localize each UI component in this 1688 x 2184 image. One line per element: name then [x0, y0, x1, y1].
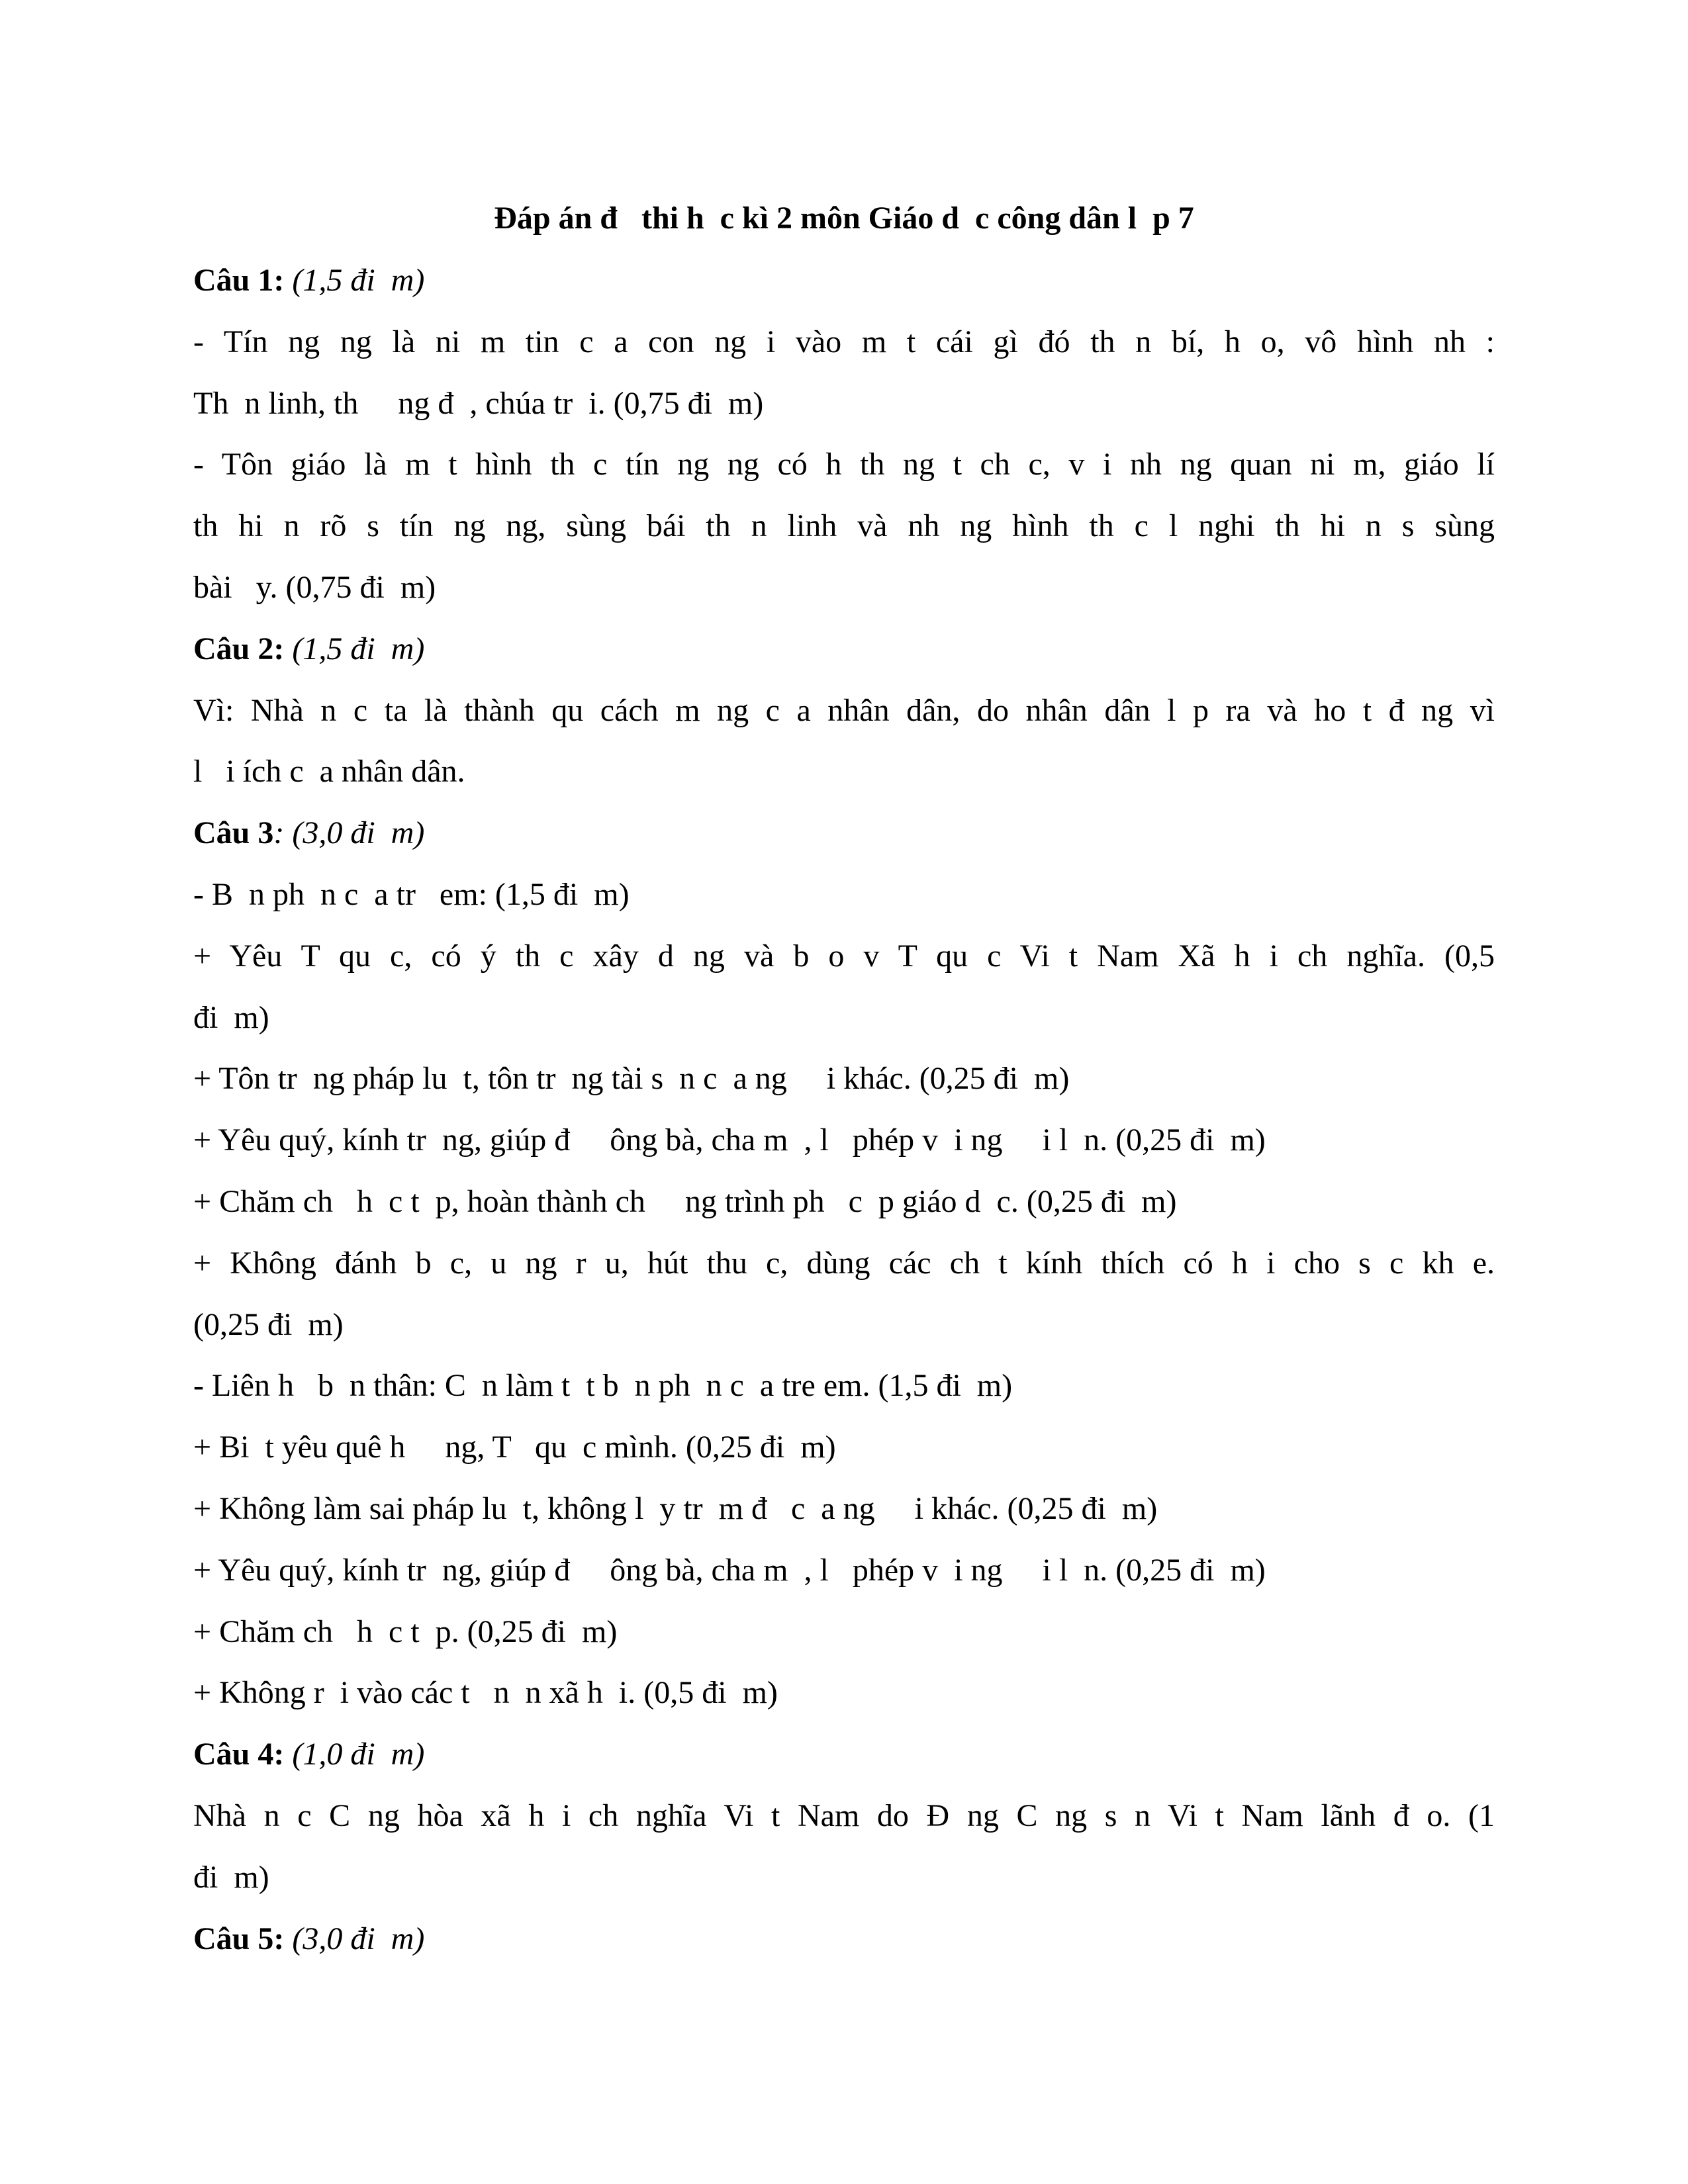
- text-line: bài y. (0,75 đi m): [193, 569, 436, 605]
- question-score: : (3,0 đi m): [273, 815, 425, 851]
- text-line: - B n ph n c a tr em: (1,5 đi m): [193, 876, 630, 912]
- page-title: Đáp án đ thi h c kì 2 môn Giáo d c công dân l p 7: [494, 201, 1194, 236]
- text-line: + Tôn tr ng pháp lu t, tôn tr ng tài s n c a ng i khác. (0,25 đi m): [193, 1061, 1070, 1097]
- text-line: + Yêu T qu c, có ý th c xây d ng và b o v T qu c Vi t Nam Xã h i ch nghĩa. (0,5: [193, 938, 1495, 974]
- text-line: đi m): [193, 999, 269, 1035]
- question-heading: [193, 803, 1495, 864]
- question-label: Câu 4:: [193, 1737, 285, 1772]
- text-line: (0,25 đi m): [193, 1306, 344, 1342]
- question-score: (1,5 đi m): [284, 631, 425, 666]
- question-label: Câu 5:: [193, 1921, 285, 1956]
- text-line: + Chăm ch h c t p. (0,25 đi m): [193, 1614, 618, 1649]
- text-line: + Không làm sai pháp lu t, không l y tr m đ c a ng i khác. (0,25 đi m): [193, 1490, 1158, 1526]
- question-heading: [193, 1724, 1495, 1786]
- text-line: + Yêu quý, kính tr ng, giúp đ ông bà, cha m , l phép v i ng i l n. (0,25 đi m): [193, 1552, 1266, 1588]
- question-score: (3,0 đi m): [284, 1921, 425, 1956]
- text-line: - Tôn giáo là m t hình th c tín ng ng có h th ng t ch c, v i nh ng quan ni m, giáo lí: [193, 447, 1495, 482]
- document-body: [193, 250, 1495, 1970]
- text-line: + Chăm ch h c t p, hoàn thành ch ng trình ph c p giáo d c. (0,25 đi m): [193, 1183, 1177, 1219]
- question-label: Câu 2:: [193, 631, 285, 666]
- text-line: Vì: Nhà n c ta là thành qu cách m ng c a nhân dân, do nhân dân l p ra và ho t đ ng vì: [193, 692, 1495, 728]
- text-line: - Liên h b n thân: C n làm t t b n ph n c a tre em. (1,5 đi m): [193, 1368, 1013, 1404]
- text-line: - Tín ng ng là ni m tin c a con ng i vào m t cái gì đó th n bí, h o, vô hình nh :: [193, 324, 1495, 359]
- text-line: + Bi t yêu quê h ng, T qu c mình. (0,25 đi m): [193, 1430, 836, 1465]
- question-heading: [193, 619, 1495, 680]
- question-score: (1,5 đi m): [284, 263, 425, 298]
- text-line: Nhà n c C ng hòa xã h i ch nghĩa Vi t Nam do Đ ng C ng s n Vi t Nam lãnh đ o. (1: [193, 1797, 1495, 1833]
- text-line: + Không đánh b c, u ng r u, hút thu c, dùng các ch t kính thích có h i cho s c kh e.: [193, 1245, 1495, 1281]
- question-heading: [193, 1909, 1495, 1970]
- text-line: đi m): [193, 1859, 269, 1895]
- text-line: l i ích c a nhân dân.: [193, 754, 465, 790]
- question-label: Câu 1:: [193, 263, 285, 298]
- question-score: (1,0 đi m): [284, 1737, 425, 1772]
- text-line: + Yêu quý, kính tr ng, giúp đ ông bà, cha m , l phép v i ng i l n. (0,25 đi m): [193, 1122, 1266, 1158]
- question-heading: [193, 250, 1495, 312]
- question-label: Câu 3: [193, 815, 274, 851]
- text-line: Th n linh, th ng đ , chúa tr i. (0,75 đi m): [193, 385, 764, 421]
- text-line: th hi n rõ s tín ng ng, sùng bái th n linh và nh ng hình th c l nghi th hi n s sùng: [193, 508, 1495, 544]
- text-line: + Không r i vào các t n n xã h i. (0,5 đi m): [193, 1675, 778, 1711]
